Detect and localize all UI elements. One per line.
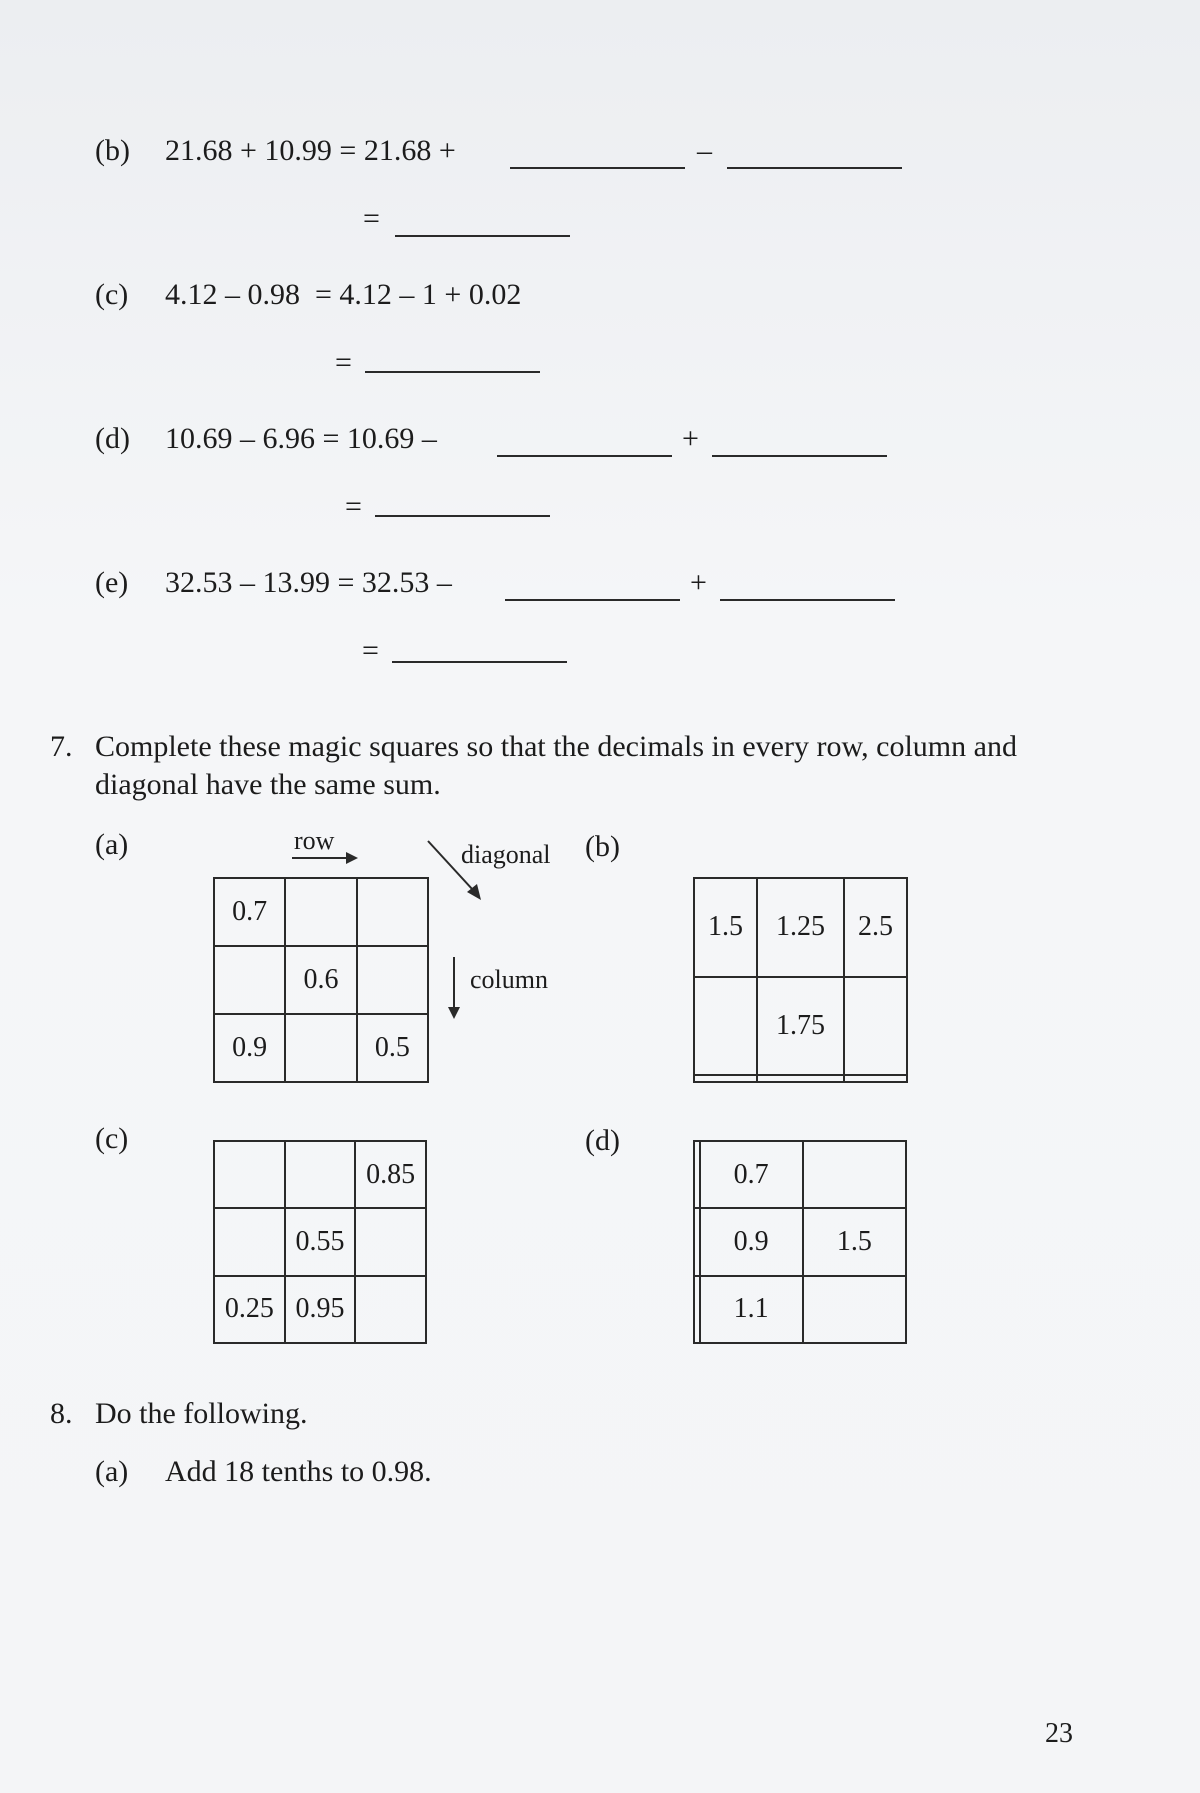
- q6b-answer-blank-2[interactable]: [727, 141, 902, 169]
- q7b-label: (b): [585, 830, 620, 863]
- magic-square-a-cell[interactable]: 0.6: [285, 946, 356, 1014]
- q6b-answer-blank-1[interactable]: [510, 141, 685, 169]
- q6d-label: (d): [95, 422, 130, 455]
- magic-square-a-cell[interactable]: [357, 946, 428, 1014]
- magic-square-c-cell[interactable]: [355, 1276, 426, 1343]
- q6b-equals: =: [363, 202, 380, 235]
- q7-instructions-line1: Complete these magic squares so that the decimals in every row, column and: [95, 730, 1017, 763]
- annotation-row-label: row: [294, 826, 335, 855]
- magic-square-a: [213, 877, 429, 1083]
- q8-number: 8.: [50, 1397, 73, 1430]
- q6d-answer-blank-1[interactable]: [497, 429, 672, 457]
- magic-square-c-cell[interactable]: 0.95: [285, 1276, 356, 1343]
- q6d-equals: =: [345, 490, 362, 523]
- magic-square-c: [213, 1140, 427, 1344]
- q6e-answer-blank-3[interactable]: [392, 635, 567, 663]
- magic-square-d-cell[interactable]: [803, 1276, 906, 1343]
- magic-square-b-cell[interactable]: 1.75: [757, 977, 844, 1076]
- q6e-equation: 32.53 – 13.99 = 32.53 –: [165, 566, 452, 599]
- column-arrow-icon: [446, 955, 462, 1021]
- magic-square-b: [693, 877, 908, 1083]
- magic-square-b-cell[interactable]: 2.5: [844, 878, 907, 977]
- q6e-equals: =: [362, 634, 379, 667]
- q6e-answer-blank-1[interactable]: [505, 573, 680, 601]
- magic-square-b-cell[interactable]: [844, 977, 907, 1076]
- q6e-label: (e): [95, 566, 129, 599]
- q7-instructions-line2: diagonal have the same sum.: [95, 768, 441, 801]
- q8-instructions: Do the following.: [95, 1397, 308, 1430]
- magic-square-d-cell[interactable]: [803, 1141, 906, 1208]
- q6e-plus: +: [690, 566, 707, 599]
- magic-square-c-cell[interactable]: [285, 1141, 356, 1208]
- magic-square-a-cell[interactable]: 0.5: [357, 1014, 428, 1082]
- q6b-equation: 21.68 + 10.99 = 21.68 +: [165, 134, 456, 167]
- q7c-label: (c): [95, 1122, 129, 1155]
- magic-square-d-cell[interactable]: 0.7: [700, 1141, 803, 1208]
- magic-square-c-cell[interactable]: [355, 1208, 426, 1275]
- magic-square-d-cell[interactable]: 1.1: [700, 1276, 803, 1343]
- q7d-label: (d): [585, 1124, 620, 1157]
- magic-square-a-cell[interactable]: [357, 878, 428, 946]
- q6d-plus: +: [682, 422, 699, 455]
- magic-square-a-cell[interactable]: 0.7: [214, 878, 285, 946]
- q6d-answer-blank-3[interactable]: [375, 489, 550, 517]
- magic-square-d-cell[interactable]: 1.5: [803, 1208, 906, 1275]
- q7-number: 7.: [50, 730, 73, 763]
- q6b-answer-blank-3[interactable]: [395, 209, 570, 237]
- magic-square-b-cell[interactable]: [844, 1075, 907, 1082]
- q6e-answer-blank-2[interactable]: [720, 573, 895, 601]
- magic-square-c-cell[interactable]: 0.25: [214, 1276, 285, 1343]
- q8a-label: (a): [95, 1455, 129, 1488]
- magic-square-a-cell[interactable]: 0.9: [214, 1014, 285, 1082]
- q6d-equation: 10.69 – 6.96 = 10.69 –: [165, 422, 437, 455]
- magic-square-c-cell[interactable]: 0.85: [355, 1141, 426, 1208]
- q6b-minus: –: [697, 134, 712, 167]
- q6b-label: (b): [95, 134, 130, 167]
- magic-square-b-cell[interactable]: [757, 1075, 844, 1082]
- page-number: 23: [1045, 1718, 1073, 1749]
- q6c-answer-blank[interactable]: [365, 345, 540, 373]
- magic-square-b-cell[interactable]: 1.25: [757, 878, 844, 977]
- annotation-diagonal-label: diagonal: [461, 840, 551, 869]
- annotation-column-label: column: [470, 965, 548, 994]
- q8a-text: Add 18 tenths to 0.98.: [165, 1455, 432, 1488]
- magic-square-c-cell[interactable]: [214, 1208, 285, 1275]
- magic-square-c-cell[interactable]: 0.55: [285, 1208, 356, 1275]
- magic-square-b-cell[interactable]: [694, 977, 757, 1076]
- magic-square-a-cell[interactable]: [285, 878, 356, 946]
- magic-square-d: [693, 1140, 907, 1344]
- q6d-answer-blank-2[interactable]: [712, 429, 887, 457]
- magic-square-b-cell[interactable]: 1.5: [694, 878, 757, 977]
- magic-square-b-cell[interactable]: [694, 1075, 757, 1082]
- magic-square-a-cell[interactable]: [285, 1014, 356, 1082]
- magic-square-a-cell[interactable]: [214, 946, 285, 1014]
- q6c-equals: =: [335, 346, 352, 379]
- row-arrow-icon: [290, 850, 360, 866]
- q7a-label: (a): [95, 828, 129, 861]
- q6c-label: (c): [95, 278, 129, 311]
- magic-square-c-cell[interactable]: [214, 1141, 285, 1208]
- q6c-equation: 4.12 – 0.98 = 4.12 – 1 + 0.02: [165, 278, 522, 311]
- magic-square-d-cell[interactable]: 0.9: [700, 1208, 803, 1275]
